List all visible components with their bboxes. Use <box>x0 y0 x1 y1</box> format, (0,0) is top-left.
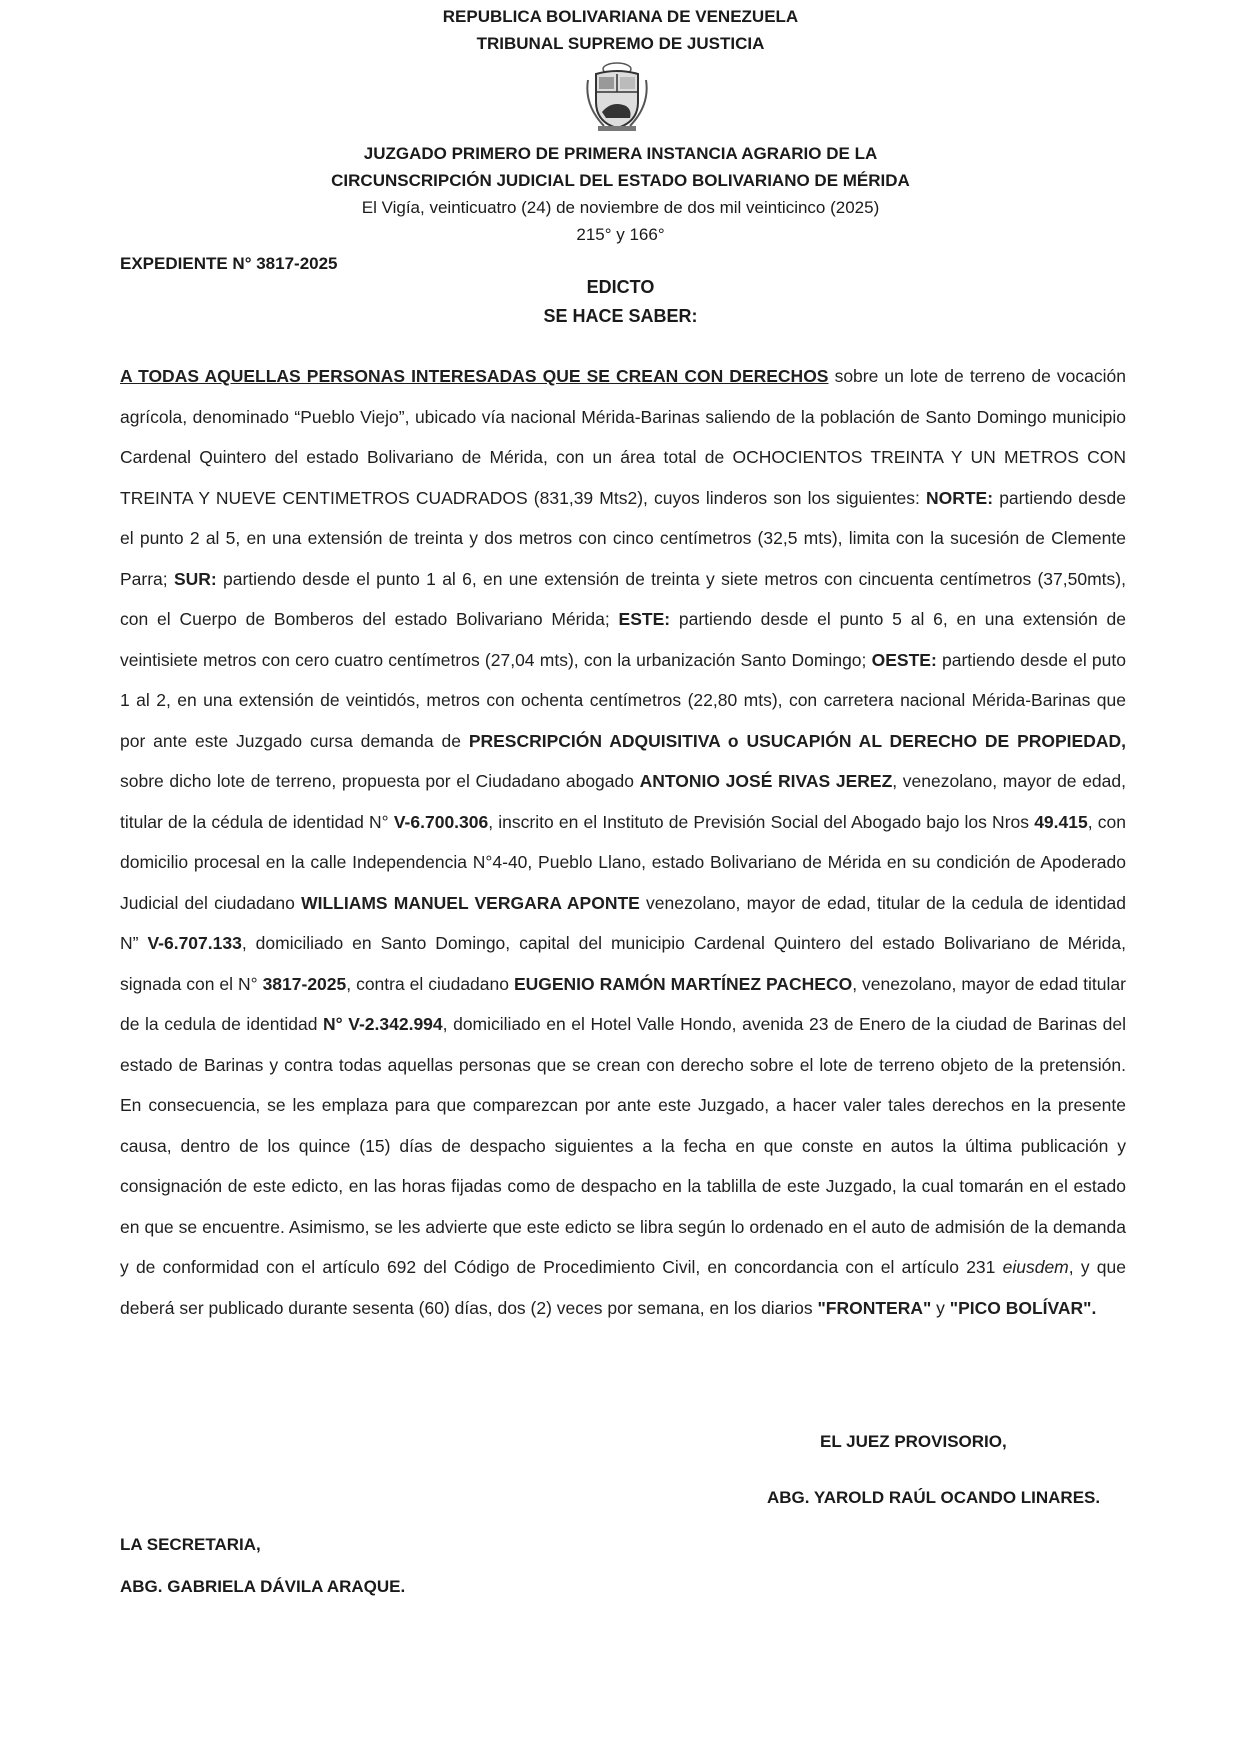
addressee: A TODAS AQUELLAS PERSONAS INTERESADAS QUE SE CREAN CON DERECHOS <box>120 366 829 386</box>
edict-body <box>120 356 1126 1328</box>
client-name: WILLIAMS MANUEL VERGARA APONTE <box>301 892 640 913</box>
body-text-segment: , contra el ciudadano <box>346 973 514 994</box>
case-number: EXPEDIENTE N° 3817-2025 <box>120 254 338 273</box>
coat-of-arms-icon <box>584 60 650 132</box>
court-heading-line2: CIRCUNSCRIPCIÓN JUDICIAL DEL ESTADO BOLIVARIANO DE MÉRIDA <box>331 171 910 190</box>
ipsa-number: 49.415 <box>1034 811 1088 832</box>
defendant-name: EUGENIO RAMÓN MARTÍNEZ PACHECO <box>513 973 853 994</box>
body-text-segment: , domiciliado en el Hotel Valle Hondo, avenida 23 de Enero de la ciudad de Barinas del estado de Barinas y contra todas aquellas personas que se crean con derecho sobre el lote de terreno objeto de la pretensión. En consecuencia, se les emplaza para que comparezcan por ante este Juzgado, a hacer valer tales derechos en la presente causa, dentro de los quince (15) días de despacho siguientes a la fecha en que conste en autos la última publicación y consignación de este edicto, en las horas fijadas como de despacho en la tablilla de este Juzgado, la cual tomarán en el estado en que se encuentre. Asimismo, se les advierte que este edicto se libra según lo ordenado en el auto de admisión de la demanda y de conformidad con el artículo 692 del Código de Procedimiento Civil, en concordancia con el artículo 231 <box>120 1014 1127 1277</box>
body-text-segment: , inscrito en el Instituto de Previsión Social del Abogado bajo los Nros <box>488 811 1035 832</box>
years-line: 215° y 166° <box>576 225 665 244</box>
document-title: EDICTO <box>586 277 655 297</box>
newspaper-pico-bolivar: "PICO BOLÍVAR". <box>949 1297 1097 1318</box>
body-text-segment: venezolano, mayor de edad, titular de la cedula de identidad N” <box>120 892 1126 953</box>
tribunal-heading: TRIBUNAL SUPREMO DE JUSTICIA <box>476 34 765 53</box>
lawyer-name: ANTONIO JOSÉ RIVAS JEREZ <box>639 771 893 791</box>
judge-name: ABG. YAROLD RAÚL OCANDO LINARES. <box>767 1488 1101 1507</box>
client-id: V-6.707.133 <box>147 933 242 953</box>
lawyer-id: V-6.700.306 <box>393 811 489 832</box>
body-text-segment: partiendo desde el punto 1 al 6, en une extensión de treinta y siete metros con cincuenta centímetros (37,50mts), con el Cuerpo de Bomberos del estado Bolivariano Mérida; <box>120 568 1126 629</box>
body-text-segment: partiendo desde el punto 2 al 5, en una extensión de treinta y dos metros con cinco centímetros (32,5 mts), limita con la sucesión de Clemente Parra; <box>120 487 1126 589</box>
east-label: ESTE: <box>618 609 671 629</box>
demand-type: PRESCRIPCIÓN ADQUISITIVA o USUCAPIÓN AL DERECHO DE PROPIEDAD, <box>468 730 1126 751</box>
body-text-segment: y <box>931 1297 950 1318</box>
case-reference: 3817-2025 <box>262 973 347 994</box>
body-text-segment: partiendo desde el punto 5 al 6, en una extensión de veintisiete metros con cero cuatro centímetros (27,04 mts), con la urbanización Santo Domingo; <box>120 609 1126 670</box>
body-text-segment: sobre dicho lote de terreno, propuesta por el Ciudadano abogado <box>120 771 640 791</box>
body-text-segment: , con domicilio procesal en la calle Independencia N°4-40, Pueblo Llano, estado Bolivariano de Mérida en su condición de Apoderado Judicial del ciudadano <box>120 811 1126 913</box>
newspaper-frontera: "FRONTERA" <box>817 1297 932 1318</box>
country-heading: REPUBLICA BOLIVARIANA DE VENEZUELA <box>442 7 799 26</box>
body-text-segment: , venezolano, mayor de edad, titular de la cédula de identidad N° <box>120 771 1126 832</box>
body-text-segment: , y que deberá ser publicado durante sesenta (60) días, dos (2) veces por semana, en los diarios <box>120 1257 1126 1318</box>
body-text-segment: , domiciliado en Santo Domingo, capital del municipio Cardenal Quintero del estado Bolivariano de Mérida, signada con el N° <box>120 933 1127 994</box>
document-subtitle: SE HACE SABER: <box>543 306 698 326</box>
date-line: El Vigía, veinticuatro (24) de noviembre de dos mil veinticinco (2025) <box>361 198 880 217</box>
defendant-id: N° V-2.342.994 <box>323 1014 443 1034</box>
court-heading-line1: JUZGADO PRIMERO DE PRIMERA INSTANCIA AGRARIO DE LA <box>363 144 878 163</box>
body-text-segment: partiendo desde el puto 1 al 2, en una extensión de veintidós, metros con ochenta centímetros (22,80 mts), con carretera nacional Mérida-Barinas que por ante este Juzgado cursa demanda de <box>120 649 1126 751</box>
west-label: OESTE: <box>871 649 937 670</box>
secretary-title: LA SECRETARIA, <box>120 1535 261 1554</box>
body-text-segment: , venezolano, mayor de edad titular de la cedula de identidad <box>120 973 1126 1034</box>
south-label: SUR: <box>173 568 217 589</box>
eiusdem-term: eiusdem <box>1002 1257 1069 1277</box>
judge-title: EL JUEZ PROVISORIO, <box>820 1432 1007 1451</box>
north-label: NORTE: <box>925 487 994 508</box>
secretary-name: ABG. GABRIELA DÁVILA ARAQUE. <box>120 1577 406 1596</box>
body-text-segment: sobre un lote de terreno de vocación agrícola, denominado “Pueblo Viejo”, ubicado vía nacional Mérida-Barinas saliendo de la población de Santo Domingo municipio Cardenal Quintero del estado Bolivariano de Mérida, con un área total de OCHOCIENTOS TREINTA Y UN METROS CON TREINTA Y NUEVE CENTIMETROS CUADRADOS (831,39 Mts2), cuyos linderos son los siguientes: <box>120 366 1126 508</box>
